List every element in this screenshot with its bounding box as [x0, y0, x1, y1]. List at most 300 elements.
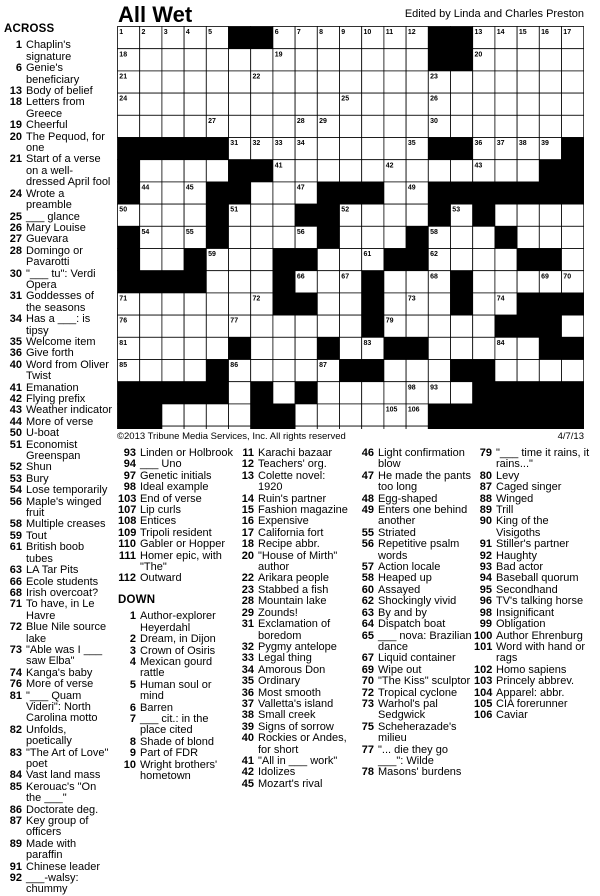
- clue-text: "Able was I ___ saw Elba": [26, 644, 102, 667]
- clue-down_col5-88[interactable]: [474, 494, 596, 505]
- clue-down_col3-13[interactable]: [236, 471, 352, 494]
- grid-cell[interactable]: [384, 182, 406, 204]
- clue-down_col4-65[interactable]: [356, 631, 472, 654]
- clue-across_col1-6[interactable]: [4, 63, 112, 86]
- grid-cell[interactable]: [229, 271, 251, 293]
- grid-cell[interactable]: [406, 93, 428, 115]
- grid-cell[interactable]: [317, 404, 339, 426]
- grid-block: [251, 27, 273, 49]
- grid-cell[interactable]: [295, 337, 317, 359]
- grid-cell[interactable]: [229, 293, 251, 315]
- clue-across_col1-83[interactable]: [4, 748, 112, 771]
- grid-cell[interactable]: [229, 426, 251, 429]
- clue-text: Unfolds, poetically: [26, 724, 72, 747]
- clue-across_col1-31[interactable]: [4, 291, 112, 314]
- clue-number: 107: [118, 505, 136, 516]
- clue-down_col4-78[interactable]: [356, 767, 472, 778]
- grid-cell[interactable]: [517, 71, 539, 93]
- grid-cell[interactable]: [562, 93, 584, 115]
- clue-down_col2-4[interactable]: [118, 657, 236, 680]
- grid-cell[interactable]: [184, 93, 206, 115]
- grid-cell[interactable]: [517, 115, 539, 137]
- grid-cell[interactable]: [406, 204, 428, 226]
- grid-cell[interactable]: [384, 115, 406, 137]
- grid-cell[interactable]: [340, 404, 362, 426]
- clue-text: Ecole students: [26, 576, 98, 588]
- grid-cell[interactable]: [473, 293, 495, 315]
- grid-cell[interactable]: [362, 49, 384, 71]
- grid-cell[interactable]: [317, 249, 339, 271]
- grid-cell[interactable]: [539, 49, 561, 71]
- grid-cell[interactable]: [140, 115, 162, 137]
- clue-number: 32: [236, 642, 254, 653]
- grid-cell[interactable]: [539, 226, 561, 248]
- clue-across_col1-24[interactable]: [4, 189, 112, 212]
- clue-across_col1-87[interactable]: [4, 816, 112, 839]
- grid-cell[interactable]: [384, 226, 406, 248]
- clue-number: 73: [4, 645, 22, 656]
- grid-cell[interactable]: [495, 360, 517, 382]
- grid-cell[interactable]: [162, 71, 184, 93]
- grid-cell[interactable]: [340, 337, 362, 359]
- grid-cell[interactable]: [539, 93, 561, 115]
- grid-cell[interactable]: [273, 315, 295, 337]
- grid-cell[interactable]: [251, 204, 273, 226]
- grid-cell[interactable]: [162, 49, 184, 71]
- grid-cell[interactable]: [295, 360, 317, 382]
- grid-cell[interactable]: [162, 249, 184, 271]
- grid-cell[interactable]: [473, 271, 495, 293]
- grid-cell[interactable]: [229, 249, 251, 271]
- crossword-grid[interactable]: [117, 26, 584, 429]
- grid-cell[interactable]: [362, 226, 384, 248]
- grid-cell[interactable]: [140, 315, 162, 337]
- clue-down_col5-105[interactable]: [474, 699, 596, 710]
- grid-cell[interactable]: [406, 426, 428, 429]
- grid-cell[interactable]: [162, 115, 184, 137]
- clue-down_col5-90[interactable]: [474, 516, 596, 539]
- clue-text: Light confirmation blow: [378, 447, 465, 470]
- grid-cell[interactable]: [206, 315, 228, 337]
- clue-across_col1-40[interactable]: [4, 360, 112, 383]
- grid-cell[interactable]: [384, 138, 406, 160]
- clue-number: 54: [4, 485, 22, 496]
- grid-cell[interactable]: [562, 204, 584, 226]
- grid-block: [473, 204, 495, 226]
- clue-down_col5-79[interactable]: [474, 448, 596, 471]
- grid-cell[interactable]: [384, 293, 406, 315]
- grid-cell[interactable]: [273, 93, 295, 115]
- grid-cell[interactable]: [140, 204, 162, 226]
- grid-cell[interactable]: [273, 182, 295, 204]
- grid-cell[interactable]: [184, 360, 206, 382]
- grid-block: [539, 182, 561, 204]
- grid-cell[interactable]: [495, 93, 517, 115]
- clue-across_col1-30[interactable]: [4, 269, 112, 292]
- grid-cell[interactable]: [517, 226, 539, 248]
- clue-number: 81: [4, 691, 22, 702]
- grid-cell[interactable]: [162, 182, 184, 204]
- grid-cell[interactable]: [140, 337, 162, 359]
- grid-cell[interactable]: [317, 93, 339, 115]
- clue-across_col1-92[interactable]: [4, 873, 112, 896]
- clue-across_col1-18[interactable]: [4, 97, 112, 120]
- clue-text: Haughty: [496, 550, 537, 562]
- clue-down_col4-77[interactable]: [356, 745, 472, 768]
- grid-cell[interactable]: [162, 226, 184, 248]
- clue-number: 13: [236, 471, 254, 482]
- grid-cell[interactable]: [384, 71, 406, 93]
- grid-cell[interactable]: [517, 337, 539, 359]
- grid-cell[interactable]: [206, 160, 228, 182]
- clue-down_col2-1[interactable]: [118, 611, 236, 634]
- clue-down_col4-47[interactable]: [356, 471, 472, 494]
- grid-cell[interactable]: [295, 93, 317, 115]
- grid-cell[interactable]: [206, 337, 228, 359]
- grid-cell[interactable]: [473, 71, 495, 93]
- grid-cell[interactable]: [406, 271, 428, 293]
- grid-cell[interactable]: [473, 115, 495, 137]
- grid-cell[interactable]: [451, 315, 473, 337]
- cell-number: 52: [341, 207, 349, 214]
- clue-down_col5-101[interactable]: [474, 642, 596, 665]
- grid-cell[interactable]: [295, 160, 317, 182]
- grid-cell[interactable]: [206, 71, 228, 93]
- grid-cell[interactable]: [251, 360, 273, 382]
- clue-down_col3-20[interactable]: [236, 551, 352, 574]
- grid-cell[interactable]: [162, 160, 184, 182]
- grid-cell[interactable]: [251, 93, 273, 115]
- clue-down_col5-106[interactable]: [474, 710, 596, 721]
- grid-cell[interactable]: [317, 315, 339, 337]
- grid-cell[interactable]: [384, 382, 406, 404]
- grid-cell[interactable]: [517, 49, 539, 71]
- grid-cell[interactable]: [229, 49, 251, 71]
- grid-cell[interactable]: [517, 204, 539, 226]
- grid-cell[interactable]: [295, 71, 317, 93]
- grid-cell[interactable]: [140, 360, 162, 382]
- clue-number: 9: [118, 748, 136, 759]
- grid-cell[interactable]: [317, 138, 339, 160]
- grid-cell[interactable]: [406, 71, 428, 93]
- clue-across_col1-82[interactable]: [4, 725, 112, 748]
- grid-cell[interactable]: [562, 360, 584, 382]
- cell-number: 51: [230, 207, 238, 214]
- clue-down_col4-75[interactable]: [356, 722, 472, 745]
- grid-cell[interactable]: [539, 360, 561, 382]
- grid-cell[interactable]: [562, 315, 584, 337]
- grid-cell[interactable]: [362, 115, 384, 137]
- clue-down_col3-40[interactable]: [236, 733, 352, 756]
- grid-cell[interactable]: [251, 271, 273, 293]
- grid-cell[interactable]: [340, 115, 362, 137]
- grid-cell[interactable]: [428, 337, 450, 359]
- grid-cell[interactable]: [539, 71, 561, 93]
- clue-text: ___-walsy: chummy: [26, 872, 79, 895]
- clue-text: Arikara people: [258, 572, 329, 584]
- grid-cell[interactable]: [451, 382, 473, 404]
- grid-cell[interactable]: [340, 71, 362, 93]
- clue-across_col1-20[interactable]: [4, 132, 112, 155]
- grid-cell[interactable]: [206, 49, 228, 71]
- grid-cell[interactable]: [539, 115, 561, 137]
- grid-cell[interactable]: [273, 226, 295, 248]
- grid-cell[interactable]: [273, 337, 295, 359]
- grid-cell[interactable]: [206, 93, 228, 115]
- grid-cell[interactable]: [251, 49, 273, 71]
- grid-cell[interactable]: [406, 315, 428, 337]
- grid-cell[interactable]: [384, 204, 406, 226]
- grid-cell[interactable]: [162, 293, 184, 315]
- clue-text: LA Tar Pits: [26, 564, 78, 576]
- grid-cell[interactable]: [473, 93, 495, 115]
- grid-cell[interactable]: [184, 315, 206, 337]
- grid-cell[interactable]: [162, 204, 184, 226]
- grid-cell[interactable]: [317, 271, 339, 293]
- clue-across_col1-61[interactable]: [4, 542, 112, 565]
- grid-cell[interactable]: [184, 404, 206, 426]
- grid-cell[interactable]: [517, 271, 539, 293]
- across-clues-column-2: [118, 448, 236, 782]
- clue-text: Part of FDR: [140, 747, 198, 759]
- grid-cell[interactable]: [273, 360, 295, 382]
- grid-cell[interactable]: [229, 226, 251, 248]
- clue-down_col2-5[interactable]: [118, 680, 236, 703]
- grid-cell[interactable]: [184, 160, 206, 182]
- grid-cell[interactable]: [473, 315, 495, 337]
- grid-cell[interactable]: [317, 426, 339, 429]
- grid-cell[interactable]: [251, 337, 273, 359]
- grid-cell[interactable]: [184, 204, 206, 226]
- clue-across_col1-81[interactable]: [4, 691, 112, 725]
- cell-number: 13: [475, 29, 483, 36]
- grid-block: [295, 293, 317, 315]
- grid-cell[interactable]: [206, 404, 228, 426]
- grid-cell[interactable]: [317, 382, 339, 404]
- grid-cell[interactable]: [251, 115, 273, 137]
- grid-cell[interactable]: [317, 71, 339, 93]
- grid-cell[interactable]: [428, 315, 450, 337]
- cell-number: 54: [142, 229, 150, 236]
- grid-cell[interactable]: [517, 360, 539, 382]
- clue-across_col1-89[interactable]: [4, 839, 112, 862]
- grid-cell[interactable]: [473, 226, 495, 248]
- clue-number: 71: [4, 599, 22, 610]
- grid-cell[interactable]: [140, 293, 162, 315]
- grid-cell[interactable]: [562, 226, 584, 248]
- grid-cell[interactable]: [473, 337, 495, 359]
- grid-cell[interactable]: [451, 115, 473, 137]
- grid-cell[interactable]: [140, 71, 162, 93]
- grid-cell[interactable]: [184, 115, 206, 137]
- grid-cell[interactable]: [251, 249, 273, 271]
- grid-cell[interactable]: [384, 426, 406, 429]
- clue-text: U-boat: [26, 427, 59, 439]
- clue-down_col2-10[interactable]: [118, 760, 236, 783]
- clue-across_col1-85[interactable]: [4, 782, 112, 805]
- grid-cell[interactable]: [406, 160, 428, 182]
- grid-cell[interactable]: [495, 49, 517, 71]
- grid-cell[interactable]: [251, 182, 273, 204]
- grid-cell[interactable]: [340, 226, 362, 248]
- clue-down_col3-31[interactable]: [236, 619, 352, 642]
- grid-cell[interactable]: [184, 49, 206, 71]
- grid-cell[interactable]: [362, 160, 384, 182]
- grid-cell[interactable]: [340, 249, 362, 271]
- grid-cell[interactable]: [295, 49, 317, 71]
- grid-cell[interactable]: [495, 249, 517, 271]
- clue-down_col4-56[interactable]: [356, 539, 472, 562]
- grid-cell[interactable]: [340, 293, 362, 315]
- grid-cell[interactable]: [140, 93, 162, 115]
- grid-cell[interactable]: [162, 426, 184, 429]
- grid-cell[interactable]: [295, 315, 317, 337]
- grid-cell[interactable]: [362, 382, 384, 404]
- clue-number: 37: [236, 699, 254, 710]
- grid-cell[interactable]: [140, 249, 162, 271]
- grid-cell[interactable]: [118, 115, 140, 137]
- grid-cell[interactable]: [340, 382, 362, 404]
- grid-cell[interactable]: [451, 160, 473, 182]
- grid-cell[interactable]: [495, 271, 517, 293]
- grid-cell[interactable]: [562, 115, 584, 137]
- grid-cell[interactable]: [362, 93, 384, 115]
- grid-cell[interactable]: [495, 160, 517, 182]
- grid-cell[interactable]: [184, 426, 206, 429]
- grid-cell[interactable]: [340, 315, 362, 337]
- grid-cell[interactable]: [451, 337, 473, 359]
- grid-cell[interactable]: [384, 49, 406, 71]
- grid-cell[interactable]: [384, 360, 406, 382]
- grid-cell[interactable]: [384, 93, 406, 115]
- grid-cell[interactable]: [206, 271, 228, 293]
- grid-cell[interactable]: [495, 115, 517, 137]
- grid-cell[interactable]: [340, 138, 362, 160]
- grid-cell[interactable]: [473, 249, 495, 271]
- grid-cell[interactable]: [184, 337, 206, 359]
- clue-down_col4-46[interactable]: [356, 448, 472, 471]
- grid-cell[interactable]: [229, 71, 251, 93]
- grid-cell[interactable]: [273, 71, 295, 93]
- clue-across_col1-56[interactable]: [4, 497, 112, 520]
- grid-cell[interactable]: [162, 360, 184, 382]
- grid-cell[interactable]: [517, 160, 539, 182]
- grid-cell[interactable]: [340, 160, 362, 182]
- clue-across_col1-28[interactable]: [4, 246, 112, 269]
- grid-cell[interactable]: [428, 360, 450, 382]
- grid-cell[interactable]: [206, 293, 228, 315]
- grid-cell[interactable]: [451, 226, 473, 248]
- grid-cell[interactable]: [562, 49, 584, 71]
- grid-cell[interactable]: [229, 404, 251, 426]
- grid-cell[interactable]: [251, 315, 273, 337]
- grid-cell[interactable]: [428, 293, 450, 315]
- clue-down_col4-49[interactable]: [356, 505, 472, 528]
- cell-number: 82: [230, 340, 238, 347]
- grid-cell[interactable]: [184, 71, 206, 93]
- clue-across_col1-72[interactable]: [4, 622, 112, 645]
- grid-cell[interactable]: [362, 404, 384, 426]
- grid-cell[interactable]: [451, 93, 473, 115]
- grid-cell[interactable]: [229, 115, 251, 137]
- grid-cell[interactable]: [362, 426, 384, 429]
- clue-down_col5-87[interactable]: [474, 482, 596, 493]
- grid-cell[interactable]: [340, 49, 362, 71]
- clue-down_col2-7[interactable]: [118, 714, 236, 737]
- grid-cell[interactable]: [273, 382, 295, 404]
- grid-cell[interactable]: [495, 71, 517, 93]
- grid-cell[interactable]: [273, 204, 295, 226]
- grid-cell[interactable]: [539, 204, 561, 226]
- grid-cell[interactable]: [384, 271, 406, 293]
- grid-block: [451, 49, 473, 71]
- grid-cell[interactable]: [206, 426, 228, 429]
- grid-cell[interactable]: [162, 404, 184, 426]
- cell-number: 59: [208, 251, 216, 258]
- grid-cell[interactable]: [229, 382, 251, 404]
- clue-down_col3-45[interactable]: [236, 779, 352, 790]
- clue-across_col1-21[interactable]: [4, 154, 112, 188]
- grid-cell[interactable]: [295, 404, 317, 426]
- clue-across_col1-73[interactable]: [4, 645, 112, 668]
- grid-cell[interactable]: [406, 49, 428, 71]
- grid-cell[interactable]: [140, 160, 162, 182]
- clue-number: 73: [356, 699, 374, 710]
- grid-cell[interactable]: [251, 226, 273, 248]
- grid-cell[interactable]: [562, 249, 584, 271]
- grid-cell[interactable]: [184, 293, 206, 315]
- grid-cell[interactable]: [406, 360, 428, 382]
- grid-cell[interactable]: [362, 71, 384, 93]
- grid-cell[interactable]: [317, 160, 339, 182]
- grid-cell[interactable]: [406, 115, 428, 137]
- grid-block: [562, 160, 584, 182]
- grid-cell[interactable]: [562, 71, 584, 93]
- grid-cell[interactable]: [229, 93, 251, 115]
- grid-cell[interactable]: [162, 315, 184, 337]
- clue-across_col2-111[interactable]: [118, 551, 236, 574]
- grid-cell[interactable]: [317, 49, 339, 71]
- clue-number: 94: [118, 459, 136, 470]
- cell-number: 35: [408, 140, 416, 147]
- grid-cell[interactable]: [451, 249, 473, 271]
- grid-block: [428, 138, 450, 160]
- clue-across_col1-71[interactable]: [4, 599, 112, 622]
- grid-cell[interactable]: [428, 160, 450, 182]
- grid-cell[interactable]: [495, 204, 517, 226]
- clue-text: Enters one behind another: [378, 504, 467, 527]
- grid-cell[interactable]: [517, 93, 539, 115]
- grid-cell[interactable]: [295, 426, 317, 429]
- grid-cell[interactable]: [362, 204, 384, 226]
- clue-text: CIA forerunner: [496, 698, 568, 710]
- clue-across_col2-112[interactable]: [118, 573, 236, 584]
- clue-text: Assayed: [378, 584, 420, 596]
- clue-across_col1-34[interactable]: [4, 314, 112, 337]
- grid-cell[interactable]: [362, 138, 384, 160]
- grid-cell[interactable]: [162, 337, 184, 359]
- grid-cell[interactable]: [317, 293, 339, 315]
- grid-cell[interactable]: [162, 93, 184, 115]
- grid-cell[interactable]: [140, 49, 162, 71]
- grid-cell[interactable]: [273, 115, 295, 137]
- clue-down_col4-73[interactable]: [356, 699, 472, 722]
- clue-across_col1-51[interactable]: [4, 440, 112, 463]
- grid-cell[interactable]: [451, 71, 473, 93]
- grid-cell[interactable]: [340, 426, 362, 429]
- clue-across_col1-1[interactable]: [4, 40, 112, 63]
- clue-text: Levy: [496, 470, 519, 482]
